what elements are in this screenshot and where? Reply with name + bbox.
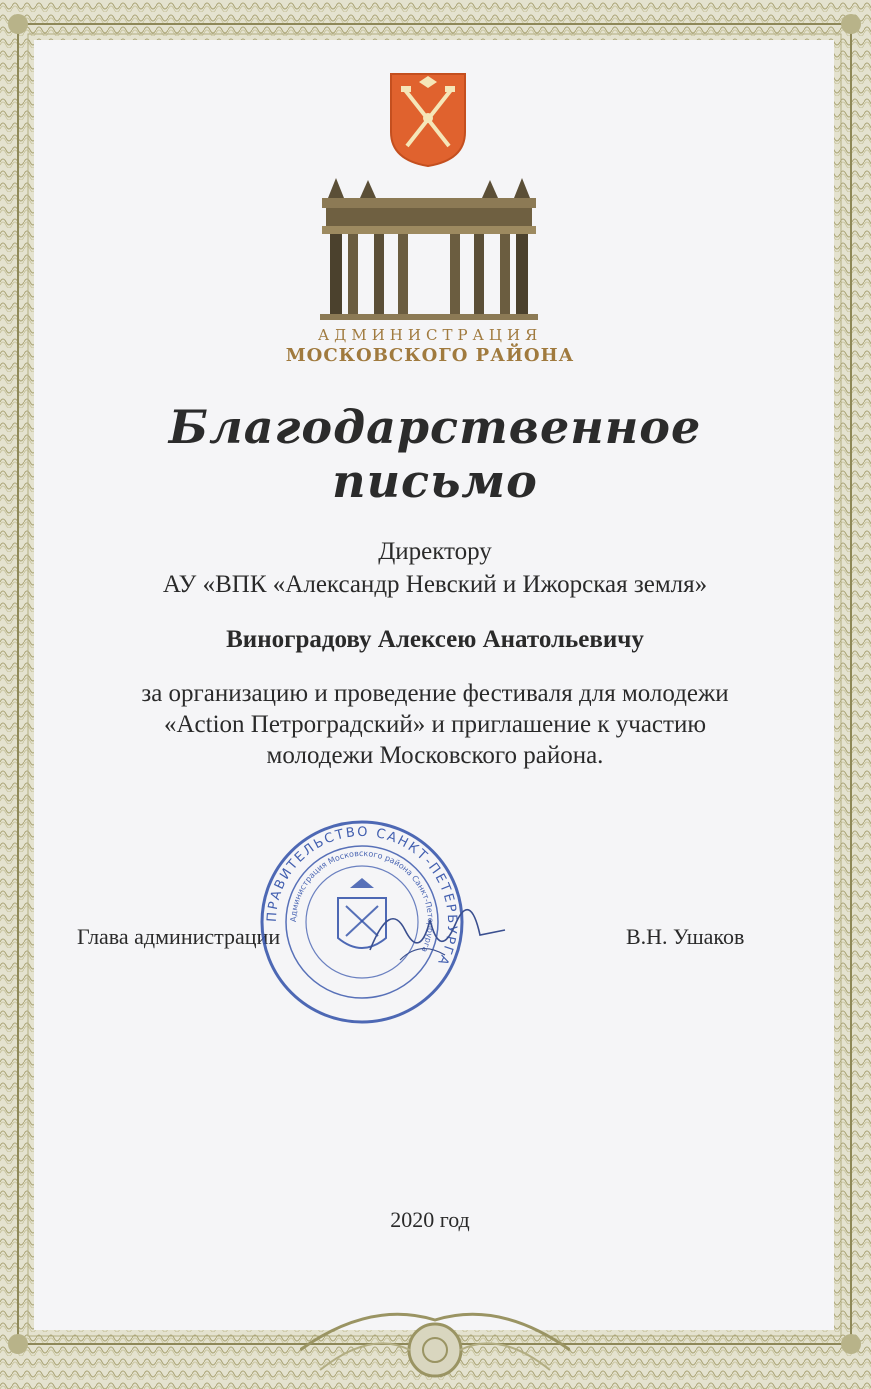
administration-logo-caption	[260, 326, 600, 368]
recipient-organization: АУ «ВПК «Александр Невский и Ижорская земля»	[162, 571, 708, 598]
logo-line-1: АДМИНИСТРАЦИЯ	[317, 326, 543, 344]
bottom-ornament	[300, 1290, 570, 1389]
reason-line-1: за организацию и проведение фестиваля для молодежи	[141, 680, 729, 707]
reason-line-3: молодежи Московского района.	[266, 742, 604, 769]
logo-line-2: МОСКОВСКОГО РАЙОНА	[285, 345, 575, 366]
stamp-outer-text: ПРАВИТЕЛЬСТВО САНКТ-ПЕТЕРБУРГА	[264, 824, 460, 969]
document-year: 2020 год	[390, 1207, 470, 1232]
signatory-name: В.Н. Ушаков	[626, 924, 745, 949]
reason-line-2: «Action Петроградский» и приглашение к участию	[163, 711, 707, 738]
recipient-role: Директору	[378, 538, 492, 565]
handwritten-signature	[360, 890, 510, 980]
recipient-name: Виноградову Алексею Анатольевичу	[226, 626, 644, 653]
crest-emblem	[389, 72, 467, 168]
signatory-title: Глава администрации	[77, 924, 281, 949]
gratitude-reason	[60, 678, 810, 771]
stamp-inner-text: Администрация Московского района Санкт-Петербурга	[288, 848, 436, 954]
document-title: Благодарственное письмо	[168, 400, 702, 508]
moscow-gate-illustration	[318, 172, 540, 322]
